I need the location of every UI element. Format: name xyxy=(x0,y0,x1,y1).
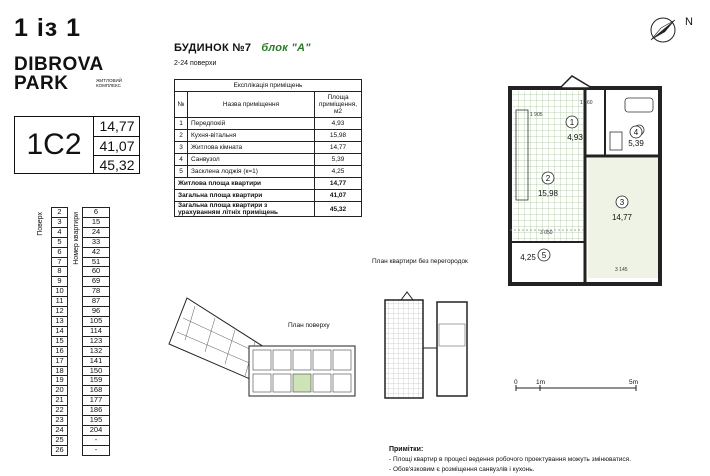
floor-number: 10 xyxy=(52,287,68,297)
floor-row xyxy=(52,307,110,317)
room-no: 1 xyxy=(175,118,188,130)
apartment-number: 204 xyxy=(83,425,110,435)
floor-row xyxy=(52,376,110,386)
apartment-plan xyxy=(500,70,670,290)
floor-row xyxy=(52,396,110,406)
explication-table xyxy=(174,79,362,217)
room-area: 15,98 xyxy=(315,130,362,142)
floor-number: 4 xyxy=(52,227,68,237)
room-4-area: 5,39 xyxy=(628,139,644,148)
notes-title: Примітки: xyxy=(389,446,424,453)
apartment-number: 141 xyxy=(83,356,110,366)
scale-5m: 5m xyxy=(629,379,639,386)
caption-floor-plan: План поверху xyxy=(288,322,330,329)
floor-plan xyxy=(165,292,365,404)
col-no: № xyxy=(175,92,188,118)
floor-number: 7 xyxy=(52,257,68,267)
apartment-number: 114 xyxy=(83,326,110,336)
floor-number: 13 xyxy=(52,316,68,326)
total-label: Загальна площа квартири xyxy=(175,190,315,202)
total-row xyxy=(175,190,362,202)
apartment-number: 24 xyxy=(83,227,110,237)
apartment-number: 33 xyxy=(83,237,110,247)
floor-row xyxy=(52,366,110,376)
dim-4: 3 145 xyxy=(615,267,628,273)
room-area: 5,39 xyxy=(315,154,362,166)
room-4-number: 4 xyxy=(633,128,639,137)
floor-row xyxy=(52,356,110,366)
apartment-number: 105 xyxy=(83,316,110,326)
room-name: Житлова кімната xyxy=(188,142,315,154)
apartment-number: 177 xyxy=(83,396,110,406)
page-counter: 1 із 1 xyxy=(14,14,82,42)
room-1-number: 1 xyxy=(569,118,575,127)
floor-row xyxy=(52,277,110,287)
floor-row xyxy=(52,416,110,426)
apartment-number: 168 xyxy=(83,386,110,396)
living-area: 14,77 xyxy=(94,117,140,137)
room-row xyxy=(175,166,362,178)
brand-line2: PARK xyxy=(14,73,69,94)
note-1: - Площі квартир в процесі ведення робочого проектування можуть змінюватися. xyxy=(389,456,632,463)
floor-number: 15 xyxy=(52,336,68,346)
floor-row xyxy=(52,435,110,445)
room-name: Санвузол xyxy=(188,154,315,166)
plan-no-partitions xyxy=(383,288,483,400)
floor-number: 12 xyxy=(52,307,68,317)
room-3-number: 3 xyxy=(619,198,625,207)
floor-number: 24 xyxy=(52,425,68,435)
total-area: 41,07 xyxy=(94,137,140,157)
room-no: 2 xyxy=(175,130,188,142)
floor-row xyxy=(52,237,110,247)
brand-logo xyxy=(14,54,122,94)
floor-column-label: Поверх xyxy=(37,212,44,236)
north-arrow-icon xyxy=(643,10,703,50)
dim-3: 3 050 xyxy=(540,230,553,236)
dim-2: 1 905 xyxy=(530,112,543,118)
note-2: - Обов'язковим є розміщення санвузлів і кухонь. xyxy=(389,466,535,473)
apartment-number: 195 xyxy=(83,416,110,426)
apartment-number: - xyxy=(83,445,110,455)
floor-row xyxy=(52,316,110,326)
room-1-area: 4,93 xyxy=(567,133,583,142)
floor-number: 6 xyxy=(52,247,68,257)
brand-line1: DIBROVA xyxy=(14,54,104,75)
apartment-number: 15 xyxy=(83,217,110,227)
apartment-number: 51 xyxy=(83,257,110,267)
floor-row xyxy=(52,227,110,237)
floor-row xyxy=(52,257,110,267)
floor-row xyxy=(52,336,110,346)
floor-number: 8 xyxy=(52,267,68,277)
floor-number: 25 xyxy=(52,435,68,445)
total-value: 41,07 xyxy=(315,190,362,202)
apartment-number: 186 xyxy=(83,406,110,416)
room-name: Передпокій xyxy=(188,118,315,130)
floor-number: 17 xyxy=(52,356,68,366)
floor-number: 2 xyxy=(52,208,68,218)
room-row xyxy=(175,130,362,142)
floor-number: 26 xyxy=(52,445,68,455)
room-area: 4,25 xyxy=(315,166,362,178)
floor-row xyxy=(52,267,110,277)
total-area-summer: 45,32 xyxy=(99,157,135,173)
brand-tag: ЖИТЛОВИЙ КОМПЛЕКС xyxy=(96,78,122,88)
floor-number: 16 xyxy=(52,346,68,356)
apartment-number: 150 xyxy=(83,366,110,376)
explication-title: Експлікація приміщень xyxy=(175,80,362,92)
room-no: 4 xyxy=(175,154,188,166)
floor-number: 9 xyxy=(52,277,68,287)
floor-row xyxy=(52,386,110,396)
caption-no-partitions: План квартири без перегородок xyxy=(372,258,468,265)
apartment-type: 1C2 xyxy=(26,127,82,161)
building-number: БУДИНОК №7 xyxy=(174,42,252,54)
room-row xyxy=(175,118,362,130)
apartment-number: 87 xyxy=(83,297,110,307)
total-value: 14,77 xyxy=(315,178,362,190)
room-area: 4,93 xyxy=(315,118,362,130)
north-label: N xyxy=(685,16,693,28)
floor-row xyxy=(52,208,110,218)
apartment-number: 69 xyxy=(83,277,110,287)
total-value: 45,32 xyxy=(315,202,362,217)
floor-row xyxy=(52,425,110,435)
floor-number: 19 xyxy=(52,376,68,386)
floor-row xyxy=(52,406,110,416)
room-no: 3 xyxy=(175,142,188,154)
col-area: Площа приміщення, м2 xyxy=(315,92,362,118)
floor-number: 3 xyxy=(52,217,68,227)
total-label: Житлова площа квартири xyxy=(175,178,315,190)
apartment-number: 6 xyxy=(83,208,110,218)
floor-row xyxy=(52,445,110,455)
floor-number: 21 xyxy=(52,396,68,406)
floor-row xyxy=(52,287,110,297)
room-2-area: 15,98 xyxy=(537,189,559,198)
apartment-column-label: Номер квартири xyxy=(73,212,80,265)
apartment-number: 123 xyxy=(83,336,110,346)
apartment-number: 42 xyxy=(83,247,110,257)
apartment-areas xyxy=(93,117,140,173)
scale-1m: 1m xyxy=(536,379,546,386)
total-row xyxy=(175,178,362,190)
block-name: блок "А" xyxy=(261,42,311,54)
floor-number: 5 xyxy=(52,237,68,247)
total-label: Загальна площа квартири з урахуванням літніх приміщень xyxy=(175,202,315,217)
room-no: 5 xyxy=(175,166,188,178)
floor-row xyxy=(52,217,110,227)
room-name: Засклена лоджія (к=1) xyxy=(188,166,315,178)
room-5-number: 5 xyxy=(541,251,547,260)
room-5-area: 4,25 xyxy=(520,253,536,262)
apartment-type-box xyxy=(14,116,140,174)
apartment-number: 132 xyxy=(83,346,110,356)
room-area: 14,77 xyxy=(315,142,362,154)
scale-bar xyxy=(512,376,647,396)
room-row xyxy=(175,154,362,166)
apartment-number: 96 xyxy=(83,307,110,317)
floor-number: 14 xyxy=(52,326,68,336)
apartment-number: 78 xyxy=(83,287,110,297)
floor-row xyxy=(52,297,110,307)
building-title xyxy=(174,42,311,54)
room-2-number: 2 xyxy=(545,174,551,183)
floor-apartment-table xyxy=(51,207,110,456)
floor-number: 18 xyxy=(52,366,68,376)
room-3-area: 14,77 xyxy=(611,213,633,222)
apartment-number: 60 xyxy=(83,267,110,277)
floor-row xyxy=(52,346,110,356)
floor-number: 23 xyxy=(52,416,68,426)
floor-number: 11 xyxy=(52,297,68,307)
floor-number: 22 xyxy=(52,406,68,416)
dim-1: 1 660 xyxy=(580,100,593,106)
apartment-number: - xyxy=(83,435,110,445)
room-row xyxy=(175,142,362,154)
floor-row xyxy=(52,326,110,336)
total-row xyxy=(175,202,362,217)
scale-0: 0 xyxy=(514,379,518,386)
apartment-number: 159 xyxy=(83,376,110,386)
floor-row xyxy=(52,247,110,257)
col-name: Назва приміщення xyxy=(188,92,315,118)
floors-range: 2-24 поверхи xyxy=(174,60,217,67)
notes xyxy=(389,445,631,475)
room-name: Кухня-вітальня xyxy=(188,130,315,142)
floor-number: 20 xyxy=(52,386,68,396)
